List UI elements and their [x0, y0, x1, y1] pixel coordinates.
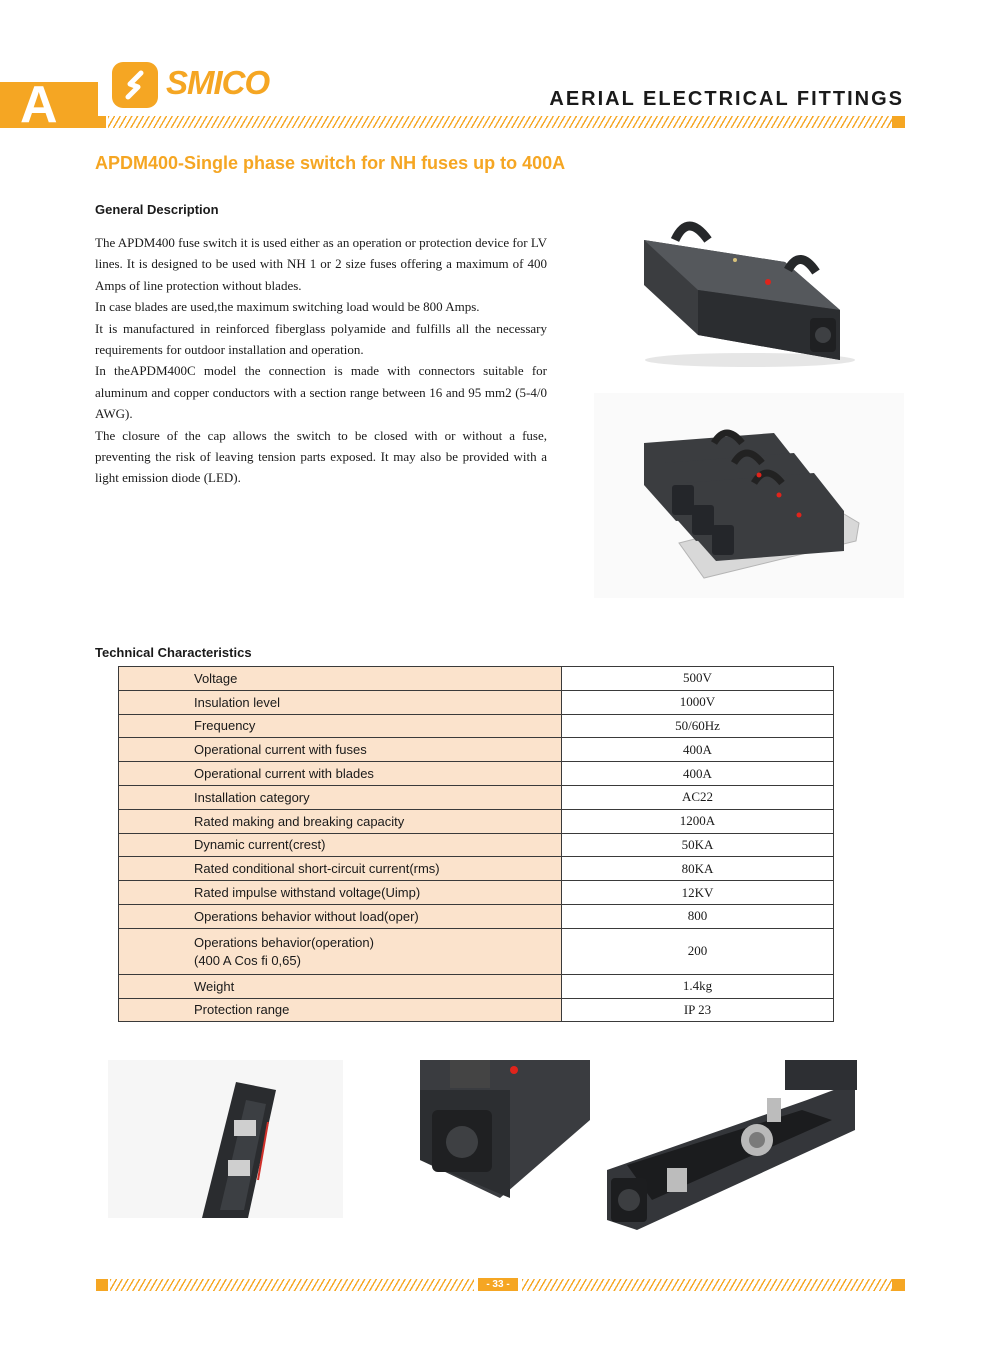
spec-label: Weight	[119, 974, 562, 998]
spec-value: AC22	[562, 785, 834, 809]
brand-logo-text: SMICO	[166, 64, 270, 101]
spec-value: 50/60Hz	[562, 714, 834, 738]
description-paragraph: In theAPDM400C model the connection is made with connectors suitable for aluminum and copper conductors with a section range between 16 and 95 mm2 (5-4/0 AWG).	[95, 363, 547, 422]
product-photo-three-phase-assembly	[594, 393, 904, 598]
table-row	[119, 738, 834, 762]
footer-divider-left-tab	[96, 1279, 108, 1291]
spec-value: 1000V	[562, 690, 834, 714]
spec-label: Operational current with blades	[119, 762, 562, 786]
spec-value: 12KV	[562, 881, 834, 905]
description-paragraph: The closure of the cap allows the switch to be closed with or without a fuse, preventing the risk of leaving tension parts exposed. It may also be provided with a light emission diode (LED).	[95, 427, 547, 486]
spec-value: 400A	[562, 738, 834, 762]
header-title: AERIAL ELECTRICAL FITTINGS	[549, 88, 904, 110]
table-row	[119, 833, 834, 857]
spec-value: 1.4kg	[562, 974, 834, 998]
description-paragraph: In case blades are used,the maximum switching load would be 800 Amps.	[95, 299, 480, 315]
spec-value: 200	[562, 928, 834, 974]
footer-divider-right	[522, 1279, 892, 1291]
table-row	[119, 998, 834, 1022]
table-row	[119, 857, 834, 881]
spec-label: Rated impulse withstand voltage(Uimp)	[119, 881, 562, 905]
table-row	[119, 928, 834, 974]
spec-value: 500V	[562, 667, 834, 691]
spec-label: Rated conditional short-circuit current(rms)	[119, 857, 562, 881]
general-description-text	[95, 232, 547, 489]
table-row	[119, 809, 834, 833]
spec-label-line: (400 A Cos fi 0,65)	[194, 952, 301, 968]
header-divider-end	[892, 116, 905, 128]
spec-value: 80KA	[562, 857, 834, 881]
product-photo-switch-end	[410, 1060, 590, 1198]
product-title: APDM400-Single phase switch for NH fuses up to 400A	[95, 153, 566, 173]
table-row	[119, 667, 834, 691]
section-letter-tab: A	[0, 82, 98, 128]
spec-label-line: Operations behavior(operation)	[194, 934, 374, 950]
spec-label: Operational current with fuses	[119, 738, 562, 762]
footer-divider-left	[110, 1279, 474, 1291]
smico-s-logo-icon	[112, 62, 158, 108]
spec-label: Rated making and breaking capacity	[119, 809, 562, 833]
spec-label: Operations behavior without load(oper)	[119, 904, 562, 928]
table-row	[119, 785, 834, 809]
table-row	[119, 974, 834, 998]
spec-label: Installation category	[119, 785, 562, 809]
product-photo-single-switch	[620, 210, 860, 370]
product-photo-interior	[607, 1060, 857, 1230]
spec-label: Dynamic current(crest)	[119, 833, 562, 857]
product-photo-open-cap	[108, 1060, 343, 1218]
technical-characteristics-heading: Technical Characteristics	[95, 645, 252, 660]
footer-divider-right-tab	[892, 1279, 905, 1291]
table-row	[119, 904, 834, 928]
header-divider	[108, 116, 892, 128]
spec-label	[119, 928, 562, 974]
technical-characteristics-table	[118, 666, 834, 1022]
table-row	[119, 762, 834, 786]
page-number: - 33 -	[478, 1278, 518, 1291]
spec-value: 50KA	[562, 833, 834, 857]
table-row	[119, 690, 834, 714]
table-row	[119, 881, 834, 905]
spec-label: Insulation level	[119, 690, 562, 714]
spec-value: 1200A	[562, 809, 834, 833]
description-paragraph: It is manufactured in reinforced fiberglass polyamide and fulfills all the necessary requirements for outdoor installation and operation.	[95, 320, 547, 358]
spec-label: Protection range	[119, 998, 562, 1022]
spec-label: Voltage	[119, 667, 562, 691]
description-paragraph: The APDM400 fuse switch it is used either as an operation or protection device for LV lines. It is designed to be used with NH 1 or 2 size fuses offering a maximum of 400 Amps of line protection without blades.	[95, 235, 547, 293]
spec-value: 400A	[562, 762, 834, 786]
spec-label: Frequency	[119, 714, 562, 738]
header-divider-tab	[96, 116, 106, 128]
spec-value: IP 23	[562, 998, 834, 1022]
table-row	[119, 714, 834, 738]
spec-value: 800	[562, 904, 834, 928]
general-description-heading: General Description	[95, 202, 219, 217]
